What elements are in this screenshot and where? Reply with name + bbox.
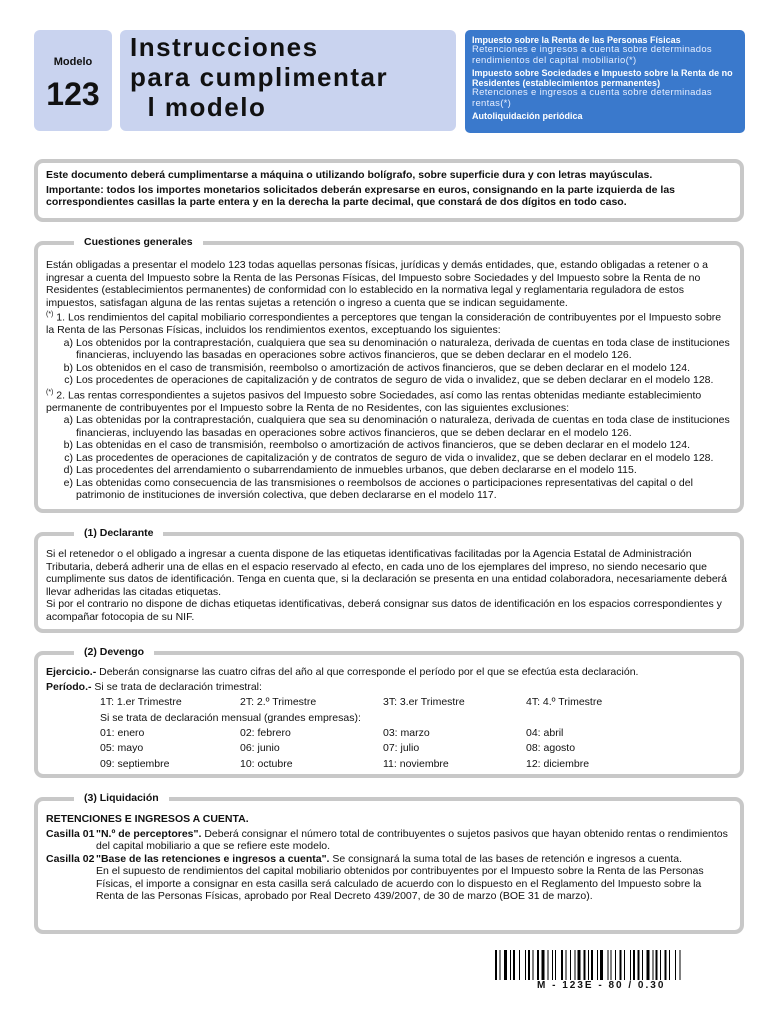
cuestiones-legend: Cuestiones generales [74, 236, 203, 249]
intro-line-1: Este documento deberá cumplimentarse a máquina o utilizando bolígrafo, sobre superficie dura y con letras mayúsculas. [46, 169, 653, 181]
title-line-2: para cumplimentar [130, 62, 389, 92]
barcode-bar [647, 950, 650, 980]
barcode-bar [669, 950, 670, 980]
ejercicio-text: Deberán consignarse las cuatro cifras del año al que corresponde el período por el que se efectúa esta declaración. [96, 666, 639, 678]
barcode-bar [653, 950, 654, 980]
barcode-bar [600, 950, 603, 980]
mes-item: 04: abril [526, 726, 564, 739]
barcode-bar [675, 950, 676, 980]
declarante-section [34, 527, 744, 633]
barcode-bar [542, 950, 545, 980]
barcode-bar [570, 950, 571, 980]
barcode-bar [561, 950, 563, 980]
barcode-bar [638, 950, 640, 980]
barcode-bar [575, 950, 576, 980]
periodo-text: Si se trata de declaración trimestral: [91, 681, 262, 693]
barcode-bar [552, 950, 553, 980]
barcode-bar [680, 950, 681, 980]
barcode-bar [665, 950, 667, 980]
mes-item: 08: agosto [526, 742, 576, 754]
barcode-bar [656, 950, 658, 980]
trimestre-item: 4T: 4.º Trimestre [526, 696, 603, 708]
asterisk-mark: (*) [46, 388, 54, 396]
barcode-bar [642, 950, 643, 980]
barcode-bar [510, 950, 511, 980]
mes-item: 07: julio [383, 742, 420, 754]
mes-item: 12: diciembre [526, 757, 590, 770]
trimestre-item: 2T: 2.º Trimestre [240, 696, 317, 708]
trimestre-item: 3T: 3.er Trimestre [383, 696, 465, 708]
barcode-bar [555, 950, 556, 980]
barcode-bar [611, 950, 612, 980]
casilla-02-extra: En el supuesto de rendimientos del capital mobiliario obtenidos por contribuyentes por el Impuesto sobre la Renta de las Personas Físicas, el importe a consignar en esta casilla será calculado de acuerdo con lo dispuesto en el Reglamento del Impuesto sobre la Renta de las Personas Físicas, aprobado por Real Decreto 439/2007, de 30 de marzo (BOE 31 de marzo). [96, 865, 704, 902]
list-item: c) Los procedentes de operaciones de capitalización y de contratos de seguro de vida o invalidez, que se deben declarar en el modelo 128. [64, 374, 714, 386]
barcode-bar [588, 950, 589, 980]
barcode-bar [615, 950, 616, 980]
barcode-bar [528, 950, 530, 980]
barcode-bar [584, 950, 586, 980]
barcode-bar [633, 950, 635, 980]
barcode-bar [495, 950, 497, 980]
tax-irpf-title: Impuesto sobre la Renta de las Personas Físicas [472, 35, 681, 45]
cuestiones-section [34, 236, 744, 513]
liquidacion-legend: (3) Liquidación [74, 792, 169, 805]
form-code: M - 123E - 80 / 0.30 [537, 980, 666, 991]
barcode-bar [591, 950, 593, 980]
title-line-1: Instrucciones [130, 32, 319, 62]
devengo-section [34, 646, 744, 778]
liquidacion-heading: RETENCIONES E INGRESOS A CUENTA. [46, 813, 249, 825]
trimestre-item: 1T: 1.er Trimestre [100, 696, 182, 708]
list-item: b) Las obtenidas en el caso de transmisión, reembolso o amortización de activos financieros, que se deben declarar en el modelo 124. [63, 439, 691, 451]
declarante-p2: Si por el contrario no dispone de dichas etiquetas identificativas, deberá consignar sus datos de identificación en los espacios correspondientes y acompañar fotocopia de su NIF. [46, 598, 722, 623]
list-item: e) Las obtenidas como consecuencia de las transmisiones o reembolsos de acciones o participaciones representativas del capital o del patrimonio de instituciones de inversión colectiva, que deben declararse en el modelo 117. [63, 476, 693, 501]
ejercicio-label: Ejercicio.- [46, 666, 97, 678]
list-item: a) Las obtenidas por la contraprestación, cualquiera que sea su denominación o naturaleza, derivada de cuentas en toda clase de instituciones financieras, incluyendo las basadas en operaciones sobre activos financieros, que se deben declarar en el modelo 126. [63, 414, 730, 439]
casilla-02-text: Se consignará la suma total de las bases de retención e ingresos a cuenta. [329, 852, 683, 865]
mes-item: 11: noviembre [383, 757, 449, 770]
mes-item: 06: junio [240, 742, 280, 754]
barcode-bar [525, 950, 526, 980]
casilla-01-text: Deberá consignar el número total de contribuyentes o sujetos pasivos que hayan obtenido rentas o rendimientos del capital mobiliario a que se refiere este modelo. [96, 827, 728, 852]
barcode-bar [566, 950, 567, 980]
casilla-02-name: "Base de las retenciones e ingresos a cuenta". [96, 852, 330, 865]
barcode-bar [597, 950, 598, 980]
exclusions-list-2 [46, 414, 732, 502]
cuestiones-para: Están obligadas a presentar el modelo 123 todas aquellas personas físicas, jurídicas y demás entidades, que, estando obligadas a retener o a ingresar a cuenta del Impuesto sobre la Renta de las Personas Físicas, del Impuesto sobre Sociedades y del Impuesto sobre la Renta de no Residentes (establecimientos permanentes) de conformidad con lo establecido en la normativa legal y reglamentaria reguladora de estos impuestos, satisfagan alguna de las rentas sujetas a retención o ingreso a cuenta que se indican seguidamente. [46, 259, 708, 309]
casilla-01-name: "N.º de perceptores". [96, 827, 202, 840]
devengo-legend: (2) Devengo [74, 646, 154, 659]
barcode-bar [624, 950, 625, 980]
casilla-02-label: Casilla 02 [46, 852, 95, 865]
barcode-bar [660, 950, 661, 980]
list-item: d) Las procedentes del arrendamiento o subarrendamiento de inmuebles urbanos, que deben declararse en el modelo 115. [63, 464, 637, 476]
meses-grid [100, 726, 732, 773]
periodo-label: Período.- [46, 681, 92, 693]
barcode [495, 950, 745, 980]
mes-item: 09: septiembre [100, 757, 170, 770]
cuestiones-p2: 2. Las rentas correspondientes a sujetos pasivos del Impuesto sobre Sociedades, así como las rentas obtenidas mediante establecimiento permanente de contribuyentes por el Impuesto sobre la Renta de no Residentes, con las siguientes exclusiones: [46, 389, 702, 414]
barcode-bar [537, 950, 539, 980]
barcode-bar [578, 950, 581, 980]
barcode-bar [504, 950, 507, 980]
tax-sociedades-desc: Retenciones e ingresos a cuenta sobre determinadas rentas(*) [472, 87, 712, 109]
declarante-legend: (1) Declarante [74, 527, 163, 540]
barcode-bar [608, 950, 609, 980]
mes-item: 10: octubre [240, 757, 293, 770]
exclusions-list-1 [46, 337, 732, 387]
mes-item: 03: marzo [383, 726, 430, 739]
modelo-number: 123 [46, 76, 100, 112]
mes-item: 05: mayo [100, 742, 144, 754]
cuestiones-p1: 1. Los rendimientos del capital mobiliario correspondientes a perceptores que tengan la consideración de contribuyentes por el Impuesto sobre la Renta de las Personas Físicas, incluidos los rendimientos exentos, exceptuando los siguientes: [46, 311, 722, 336]
modelo-label: Modelo [53, 56, 93, 68]
list-item: b) Los obtenidos en el caso de transmisión, reembolso o amortización de activos financieros, que se deben declarar en el modelo 124. [63, 361, 691, 374]
intro-box [34, 159, 744, 222]
barcode-bar [620, 950, 622, 980]
casilla-01-label: Casilla 01 [46, 827, 95, 840]
intro-line-2: Importante: todos los importes monetarios solicitados deberán expresarse en euros, consignando en la parte izquierda de las correspondientes casillas la parte entera y en la derecha la parte decimal, que constará de dos dígitos en todo caso. [46, 183, 675, 208]
barcode-bar [519, 950, 520, 980]
mes-item: 01: enero [100, 726, 145, 739]
trimestres-grid [100, 695, 732, 711]
barcode-bar [533, 950, 534, 980]
declarante-p1: Si el retenedor o el obligado a ingresar a cuenta dispone de las etiquetas identificativas facilitadas por la Agencia Estatal de Administración Tributaria, deberá adherir una de ellas en el espacio reservado al efecto, en cada uno de los ejemplares del impreso, no siendo necesario que cumplimente sus datos de identificación. Tenga en cuenta que, si la declaración se presenta en una entidad colaboradora, necesariamente deberá llevar adheridas las citadas etiquetas. [46, 548, 728, 598]
barcode-bar [630, 950, 631, 980]
list-item: c) Las procedentes de operaciones de capitalización y de contratos de seguro de vida o invalidez, que se deben declarar en el modelo 128. [64, 451, 714, 464]
title-box [120, 30, 456, 131]
tax-irpf-desc: Retenciones e ingresos a cuenta sobre determinados rendimientos del capital mobiliario(*) [472, 44, 712, 66]
barcode-bar [548, 950, 549, 980]
casilla-01 [46, 828, 732, 853]
barcode-bar [513, 950, 515, 980]
asterisk-mark: (*) [46, 311, 54, 318]
liquidacion-section [34, 792, 744, 934]
list-item: a) Los obtenidos por la contraprestación, cualquiera que sea su denominación o naturaleza, derivada de cuentas en toda clase de instituciones financieras, incluyendo las basadas en operaciones sobre activos financieros, que se deben declarar en el modelo 126. [63, 336, 730, 361]
barcode-bar [500, 950, 501, 980]
tax-sociedades-title: Impuesto sobre Sociedades e Impuesto sobre la Renta de no Residentes (establecimientos permanentes) [472, 68, 733, 88]
mensual-text: Si se trata de declaración mensual (grandes empresas): [100, 711, 361, 724]
title-line-3: l modelo [130, 92, 267, 122]
tax-autoliquidacion: Autoliquidación periódica [472, 111, 583, 121]
casilla-02 [46, 853, 732, 866]
modelo-box [34, 30, 112, 131]
tax-info-box [465, 30, 745, 133]
mes-item: 02: febrero [240, 726, 291, 739]
